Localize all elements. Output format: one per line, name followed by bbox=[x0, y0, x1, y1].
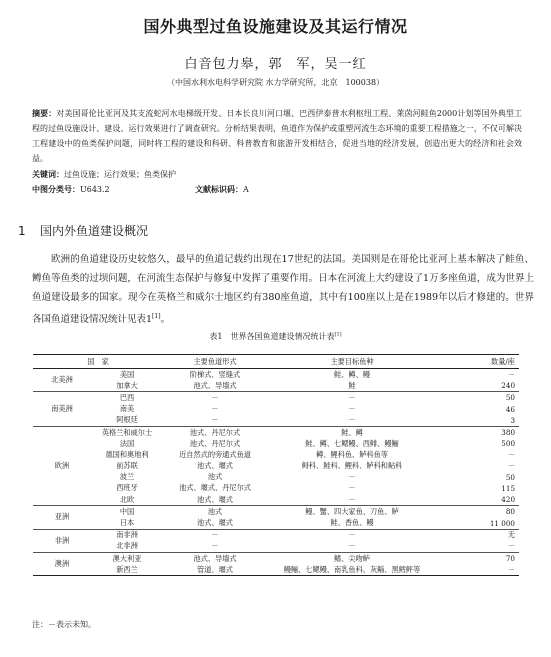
table-caption bbox=[0, 331, 551, 342]
fish-cell: 鳗、蟹、四大家鱼、刀鱼、鲈 bbox=[267, 506, 437, 518]
count-cell: 240 bbox=[501, 381, 516, 391]
header-form: 主要鱼道形式 bbox=[163, 355, 267, 369]
count-cell: 70 bbox=[437, 553, 519, 565]
fish-cell: 鳟、鲤科鱼、鲈科鱼等 bbox=[316, 449, 388, 459]
doc-code: A bbox=[243, 185, 249, 194]
classification-line bbox=[32, 184, 522, 195]
form-cell: 池式、堰式 bbox=[197, 494, 233, 504]
header-count: 数量/座 bbox=[437, 355, 519, 369]
abstract-label: 摘要： bbox=[32, 109, 57, 118]
count-cell: 500 bbox=[501, 439, 516, 449]
form-cell: 阶梯式、竖缝式 bbox=[189, 369, 241, 379]
country-cell: 巴西 bbox=[91, 392, 163, 404]
count-cell: － bbox=[507, 461, 516, 471]
paper-title: 国外典型过鱼设施建设及其运行情况 bbox=[143, 17, 408, 36]
clc-label: 中图分类号： bbox=[32, 185, 80, 194]
fish-cell: － bbox=[267, 529, 437, 541]
count-cell: 无 bbox=[437, 529, 519, 541]
continent-cell: 南美洲 bbox=[33, 392, 91, 427]
fish-cell: － bbox=[348, 472, 356, 482]
fish-cell: － bbox=[348, 415, 356, 425]
fish-cell: － bbox=[348, 404, 356, 414]
country-cell: 德国和奥地利 bbox=[105, 449, 149, 459]
country-cell: 加拿大 bbox=[116, 380, 138, 390]
fish-cell: 鲑、鳟、鳗 bbox=[334, 369, 370, 379]
form-cell: － bbox=[211, 541, 219, 551]
abstract bbox=[32, 106, 522, 166]
author-list: 白音包力皋，郭 军，吴一红 bbox=[184, 57, 367, 72]
table-caption-ref: [1] bbox=[334, 331, 342, 338]
count-cell: 380 bbox=[437, 426, 519, 438]
affiliation: （中国水利水电科学研究院 水力学研究所，北京 100038） bbox=[166, 78, 385, 87]
country-cell: 南美 bbox=[119, 404, 135, 414]
fish-cell: － bbox=[348, 494, 356, 504]
country-cell: 北非洲 bbox=[116, 541, 138, 551]
table-row bbox=[33, 517, 519, 529]
table-row bbox=[33, 472, 519, 483]
continent-cell: 欧洲 bbox=[33, 426, 91, 505]
table-row bbox=[33, 369, 519, 381]
count-cell: － bbox=[507, 449, 516, 459]
fishway-table bbox=[33, 354, 519, 576]
table-row bbox=[33, 564, 519, 576]
fish-cell: － bbox=[348, 483, 356, 493]
paragraph-end: 。 bbox=[160, 314, 171, 326]
form-cell: 池式、堰式 bbox=[197, 461, 233, 471]
form-cell: 池式、堰式、丹尼尔式 bbox=[179, 483, 251, 493]
abstract-text: 对美国哥伦比亚河及其支流蛇河水电梯级开发、日本长良川河口堰、巴西伊泰普水利枢纽工程、莱茵河鲑鱼2000计划等国外典型工程的过鱼设施设计、建设、运行效果进行了调查研究。分析结果表明，鱼道作为保护或重塑河流生态环境的重要工程措施之一，不仅可解决工程建设中的鱼类保护问题，同时将工程的建设和科研、科普教育和旅游开发相结合，促进当地的经济发展，创造出更大的经济和社会效益。 bbox=[32, 109, 522, 163]
table-body bbox=[33, 369, 519, 576]
section-number: 1 bbox=[18, 224, 26, 238]
keywords bbox=[32, 169, 176, 180]
country-cell: 英格兰和威尔士 bbox=[91, 426, 163, 438]
country-cell: 新西兰 bbox=[116, 564, 138, 574]
form-cell: 管道、堰式 bbox=[197, 564, 233, 574]
continent-cell: 北美洲 bbox=[51, 375, 73, 385]
country-cell: 阿根廷 bbox=[116, 415, 138, 425]
header-fish: 主要目标鱼种 bbox=[267, 355, 437, 369]
country-cell: 中国 bbox=[91, 506, 163, 518]
count-cell: 46 bbox=[505, 404, 516, 414]
country-cell: 西班牙 bbox=[116, 483, 138, 493]
table-row bbox=[33, 529, 519, 541]
count-cell: － bbox=[507, 564, 516, 574]
doc-code-label: 文献标识码： bbox=[195, 185, 243, 194]
table-row bbox=[33, 553, 519, 565]
table-row bbox=[33, 426, 519, 438]
country-cell: 法国 bbox=[119, 438, 135, 448]
section-title: 国内外鱼道建设概况 bbox=[40, 224, 149, 238]
form-cell: － bbox=[211, 404, 219, 414]
fish-cell: 鳍、尖吻鲈 bbox=[267, 553, 437, 565]
keywords-label: 关键词： bbox=[32, 170, 64, 179]
country-cell: 波兰 bbox=[119, 472, 135, 482]
table-row bbox=[33, 392, 519, 404]
count-cell: 115 bbox=[501, 483, 516, 493]
fish-cell: 鲑、鳟 bbox=[267, 426, 437, 438]
body-paragraph bbox=[32, 250, 534, 329]
continent-cell: 非洲 bbox=[33, 529, 91, 552]
country-cell: 澳大利亚 bbox=[91, 553, 163, 565]
count-cell: 3 bbox=[510, 415, 516, 425]
citation-ref: [1] bbox=[152, 313, 161, 320]
count-cell: 80 bbox=[437, 506, 519, 518]
country-cell: 日本 bbox=[119, 518, 135, 528]
country-cell: 北欧 bbox=[119, 494, 135, 504]
count-cell: － bbox=[507, 541, 516, 551]
table-row bbox=[33, 541, 519, 553]
count-cell: 50 bbox=[437, 392, 519, 404]
country-cell: 前苏联 bbox=[116, 461, 138, 471]
table-row bbox=[33, 506, 519, 518]
count-cell: 50 bbox=[505, 472, 516, 482]
section-heading bbox=[18, 222, 148, 239]
form-cell: 池式 bbox=[207, 472, 223, 482]
form-cell: 池式、丹尼尔式 bbox=[163, 426, 267, 438]
form-cell: 池式、堰式 bbox=[197, 518, 233, 528]
continent-cell: 亚洲 bbox=[33, 506, 91, 529]
fish-cell: 鲑 bbox=[348, 380, 356, 390]
table-row bbox=[33, 415, 519, 427]
count-cell: 11 000 bbox=[489, 518, 516, 528]
country-cell: 南非洲 bbox=[91, 529, 163, 541]
table-header-row bbox=[33, 355, 519, 369]
form-cell: 池式、丹尼尔式 bbox=[189, 438, 241, 448]
fish-cell: － bbox=[267, 392, 437, 404]
form-cell: 池式 bbox=[163, 506, 267, 518]
table-row bbox=[33, 461, 519, 472]
count-cell: 420 bbox=[501, 495, 516, 505]
fish-cell: 鲑、鳟、七鳃鳗、西鲱、鳗鲡 bbox=[305, 438, 399, 448]
table-row bbox=[33, 380, 519, 392]
table-row bbox=[33, 449, 519, 460]
form-cell: 池式、导墙式 bbox=[193, 380, 237, 390]
keywords-text: 过鱼设施；运行效果；鱼类保护 bbox=[64, 170, 176, 179]
clc-code: U643.2 bbox=[80, 185, 110, 194]
table-row bbox=[33, 494, 519, 506]
country-cell: 美国 bbox=[119, 369, 135, 379]
table-caption-text: 表1 世界各国鱼道建设情况统计表 bbox=[209, 332, 335, 341]
header-country: 国 家 bbox=[33, 355, 163, 369]
table-row bbox=[33, 438, 519, 449]
form-cell: － bbox=[163, 392, 267, 404]
form-cell: － bbox=[163, 529, 267, 541]
table-row bbox=[33, 483, 519, 494]
table-row bbox=[33, 404, 519, 415]
fish-cell: 鲟科、鲑科、鲤科、鲈科和鲇科 bbox=[301, 461, 403, 471]
paragraph-text: 欧洲的鱼道建设历史较悠久，最早的鱼道记载约出现在17世纪的法国。美国则是在哥伦比亚河上基本解决了鲑鱼、鳟鱼等鱼类的过坝问题，在河流生态保护与修复中发挥了重要作用。日本在河流上大约建设了1万多座鱼道，成为世界上鱼道建设最多的国家。现今在英格兰和威尔士地区约有380座鱼道，其中有100座以上是在1989年以后才修建的。世界各国鱼道建设情况统计见表1 bbox=[32, 254, 534, 326]
table-note: 注：－表示未知。 bbox=[32, 620, 96, 629]
fish-cell: 鳗鲡、七鳃鳗、南乳鱼科、灰鲻、黑鳕鲆等 bbox=[283, 564, 421, 574]
fish-cell: － bbox=[348, 541, 356, 551]
doc-code-group bbox=[195, 184, 249, 195]
count-cell: － bbox=[507, 369, 516, 379]
form-cell: － bbox=[211, 415, 219, 425]
form-cell: 近自然式的旁通式鱼道 bbox=[179, 449, 251, 459]
fish-cell: 鲑、香鱼、鳗 bbox=[330, 518, 374, 528]
continent-cell: 澳洲 bbox=[33, 553, 91, 576]
form-cell: 池式、导墙式 bbox=[163, 553, 267, 565]
